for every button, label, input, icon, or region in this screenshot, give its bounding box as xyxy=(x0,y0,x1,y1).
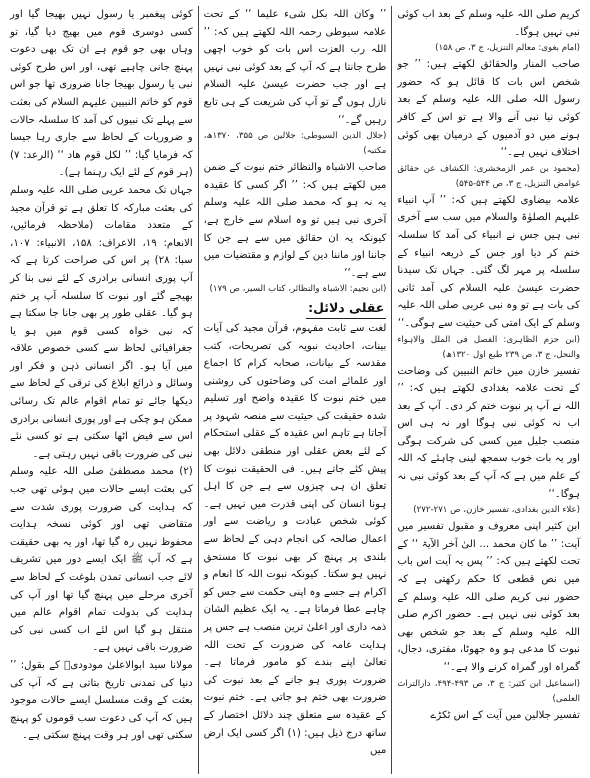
paragraph: لغت سے ثابت مفہوم، قرآن مجید کی آیات بینات، احادیث نبویہ کی تصریحات، کتب مقدسہ کے بیانات، صحابہ کرام کا اجماع اور علمائے امت کی وضاحتوں کی روشنی میں ختم نبوت کا عقیدہ واضح اور تسلیم شدہ حقیقت کی حیثیت سے منصہ شہود پر آجاتا ہے تاہم اس عقیدہ کے عقلی استحکام کے لئے بعض عقلی اور منطقی دلائل بھی پیش کئے جاتے ہیں۔ فی الحقیقت نبوت کا تعلق ان ہی چیزوں سے ہے جن کا اہل ہونا انسان کی اپنی قدرت میں نہیں ہے۔ کوئی شخص عبادت و ریاضت سے اور اعمال صالحہ کی انجام دہی کے لحاظ سے بلندی پر پہنچ کر بھی نبوت کا مستحق نہیں ہو سکتا۔ کیونکہ نبوت اللہ کا انعام و اکرام ہے جسے وہ اپنی حکمت سے جس کو چاہے عطا فرماتا ہے۔ یہ ایک عظیم الشان ذمہ داری اور اعلیٰ ترین منصب ہے جس پر ہدایت عامہ کی ضرورت کے تحت اللہ تعالیٰ اپنے بندے کو مامور فرماتا ہے۔ ضرورت پوری ہو جانے کے بعد نبوت کی ضرورت بھی ختم ہو جاتی ہے۔ ختم نبوت کے عقیدہ سے متعلق چند دلائل اختصار کے ساتھ درج ذیل ہیں: (۱) اگر کسی ایک ارض میں xyxy=(203,322,387,757)
paragraph: صاحب الاشباہ والنظائر ختم نبوت کے ضمن میں لکھتے ہیں کہ: ’’ اگر کسی کا عقیدہ یہ نہ ہو کہ محمد صلی اللہ علیہ وسلم آخری نبی ہیں تو وہ اسلام سے خارج ہے، کیونکہ یہ ان حقائق میں سے ہے جن کا جاننا اور ماننا دین کے لوازم و مقتضیات میں سے ہے۔‘‘ xyxy=(203,162,387,279)
section-heading: عقلی دلائل: xyxy=(204,299,387,319)
column-right xyxy=(393,6,584,774)
paragraph: ’’ وکان اللہ بکل شیء علیما ‘‘ کے تحت علامہ سیوطی رحمہ اللہ لکھتے ہیں کہ: ’’ اللہ رب العزت اس بات کو خوب اچھی طرح جانتا ہے کہ آپ کے بعد کوئی نبی نہیں ہے اور جب حضرت عیسیٰ علیہ السلام نازل ہوں گے تو آپ کی شریعت کے ہی تابع رہیں گے۔‘‘ xyxy=(203,9,387,126)
column-middle xyxy=(200,6,391,774)
citation: (اسماعیل ابن کثیر: ج ۳، ص ۴۹۳-۴۹۴، دارالتراث العلمی) xyxy=(397,678,580,704)
citation: (محمود بن عمر الزمخشری: الکشاف عن حقائق غوامض التنزیل، ج ۳، ص ۵۴۴-۵۴۵) xyxy=(397,163,580,189)
paragraph: ابن کثیر اپنی معروف و مقبول تفسیر میں آیت: ’’ ما کان محمد ... الیٰ آخر الآیۃ ‘‘ کے تحت لکھتے ہیں کہ: ’’ پس یہ آیت اس باب میں نص قطعی کا حکم رکھتی ہے کہ حضور نبی کریم صلی اللہ علیہ وسلم کے بعد کوئی نبی نہیں ہے۔ حضور اکرم صلی اللہ علیہ وسلم کے بعد جو شخص بھی نبوت کا مدعی ہو وہ جھوٹا، مفتری، دجال، گمراہ اور گمراہ کرنے والا ہے۔‘‘ xyxy=(397,521,580,673)
paragraph: جہاں تک محمد عربی صلی اللہ علیہ وسلم کی بعثت مبارکہ کا تعلق ہے تو قرآن مجید کے متعدد مقامات (ملاحظہ فرمائیں، الانعام: ۱۹، الاعراف: ۱۵۸، الانبیاء: ۱۰۷، سبا: ۲۸) پر اس کی صراحت کرتا ہے کہ آپ پوری انسانی برادری کے لئے نبی بنا کر بھیجے گئے اور نبوت کا سلسلہ آپ پر ختم ہو گیا۔ عقلی طور پر بھی جانا جا سکتا ہے کہ نبی خواہ کسی قوم میں ہو یا جغرافیائی لحاظ سے کسی خصوص علاقہ میں آیا ہو۔ اگر انسانی ذہن و فکر اور وسائل و ذرائع ابلاغ کی ترقی کے لحاظ سے دیکھا جائے تو تمام اقوام عالم تک رسائی ممکن ہو چکی ہے اور پوری انسانی برادری اس سے فیض اٹھا سکتی ہے تو کسی نئے نبی کی ضرورت باقی نہیں رہتی ہے۔ xyxy=(10,184,193,460)
paragraph: کوئی پیغمبر یا رسول نہیں بھیجا گیا اور کسی دوسری قوم میں بھیج دیا گیا، تو وہاں بھی جو قوم ہے ان تک بھی دعوت پہنچ جانی چاہیے تھی، اور اس طرح کوئی نبی یا رسول بھیجا جانا ضروری تھا جو اس قوم کو خاتم النبیین علیہم السلام کی بعثت سے پہلے تک نبیوں کی آمد کا سلسلہ حالات و ضروریات کے لحاظ سے جاری رہا جیسا کہ فرمایا گیا: ’’ لکل قوم ھاد ‘‘ (الرعد: ۷) (ہر قوم کے لئے ایک رہنما ہے)۔ xyxy=(10,9,193,179)
paragraph: علامہ بیضاوی لکھتے ہیں کہ: ’’ آپ انبیاء علیہم الصلوٰۃ والسلام میں سب سے آخری نبی ہیں جس نے انبیاء کی آمد کا سلسلہ ختم کر دیا اور جس کے ذریعہ انبیاء کے سلسلہ پر مہر لگ گئی۔ جہاں تک سیدنا حضرت عیسیٰ علیہ السلام کی آمد ثانی کی بات ہے تو وہ نبی عربی صلی اللہ علیہ وسلم کے ایک امتی کی حیثیت سے ہوگی۔‘‘ xyxy=(397,194,580,329)
column-divider xyxy=(198,6,199,774)
paragraph: کریم صلی اللہ علیہ وسلم کے بعد اب کوئی نبی نہیں ہوگا۔ xyxy=(397,9,580,38)
paragraph: صاحب المنار والحقائق لکھتے ہیں: ’’ جو شخص اس بات کا قائل ہو کہ حضور رسول اللہ صلی اللہ علیہ وسلم کے بعد کوئی نیا نبی آنے والا ہے تو اس کے کافر ہونے میں دو آدمیوں کے درمیان بھی کوئی اختلاف نہیں ہے۔‘‘ xyxy=(397,59,580,159)
citation: (امام بغوی: معالم التنزیل، ج ۳، ص ۱۵۸) xyxy=(435,43,580,54)
citation: (ابن حزم الظاہری: الفصل فی الملل والاہواء والنحل، ج ۳، ص ۲۳۹ طبع اول ۱۳۲۰ھ) xyxy=(397,334,580,360)
citation: (جلال الدین السیوطی: جلالین ص ۳۵۵، ۱۳۷۰ھ، مکتبہ) xyxy=(203,131,387,157)
column-divider xyxy=(391,6,392,774)
paragraph: (۲) محمد مصطفیٰ صلی اللہ علیہ وسلم کی بعثت ایسے حالات میں ہوئی تھی جب کہ ہدایت کی ضرورت پوری شدت سے متقاضی تھی اور کوئی نسخہ ہدایت محفوظ نہیں رہ گیا تھا، اور یہ بھی حقیقت ہے کہ آپ ﷺ ایک ایسے دور میں تشریف لائے جب انسانی تمدن بلوغت کے لحاظ سے آخری مرحلے میں پہنچ گیا تھا اور آپ کی ہدایت کی بدولت تمام اقوام عالم میں منتقل ہو گیا اس لئے اب کسی نبی کی ضرورت باقی نہیں ہے۔ xyxy=(10,466,193,654)
column-left xyxy=(6,6,197,774)
paragraph: تفسیر جلالین میں آیت کے اس ٹکڑے xyxy=(430,709,580,721)
paragraph: مولانا سید ابوالاعلیٰ مودودیؒ کے بقول: ’’ دنیا کی تمدنی تاریخ بتاتی ہے کہ آپ کی بعثت کے وقت مسلسل ایسے حالات موجود ہیں کہ آپ کی دعوت سب قوموں کو پہنچ سکتی تھی اور ہر وقت پہنچ سکتی ہے۔ xyxy=(10,659,193,742)
citation: (ابن نجیم: الاشباہ والنظائر، کتاب السیر، ص ۱۷۹) xyxy=(209,284,387,295)
paragraph: تفسیر خازن میں خاتم النبیین کی وضاحت کے تحت علامہ بغدادی لکھتے ہیں کہ: ’’ اللہ نے آپ پر نبوت ختم کر دی۔ آپ کے بعد اب نہ کوئی نبی ہوگا اور نہ ہی اس منصب جلیل میں کسی کی شرکت ہوگی اور یہ بات خوب سمجھ لینی چاہئے کہ اللہ کے علم میں ہے کہ آپ کے بعد کوئی نبی نہ ہوگا۔‘‘ xyxy=(397,365,580,500)
citation: (علاء الدین بغدادی، تفسیر خازن، ص ۲۷۱-۲۷۲) xyxy=(413,505,580,516)
